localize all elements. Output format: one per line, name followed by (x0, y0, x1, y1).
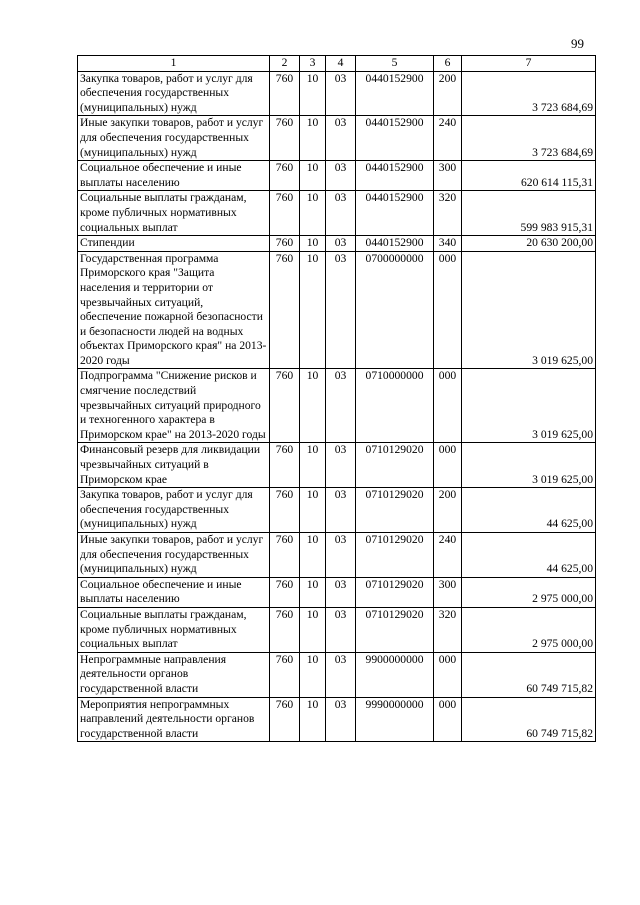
table-header-row (78, 56, 596, 72)
row-code-cell: 760 (270, 251, 300, 369)
row-expense-type-cell: 000 (434, 251, 462, 369)
header-cell: 6 (434, 56, 462, 72)
row-code-cell: 760 (270, 161, 300, 191)
row-target-article-cell: 0440152900 (356, 236, 434, 252)
row-target-article-cell: 0710129020 (356, 488, 434, 533)
row-target-article-cell: 9900000000 (356, 652, 434, 697)
table-row (78, 443, 596, 488)
row-target-article-cell: 0710000000 (356, 369, 434, 443)
row-target-article-cell: 0700000000 (356, 251, 434, 369)
row-expense-type-cell: 240 (434, 116, 462, 161)
row-code-cell: 760 (270, 697, 300, 742)
row-expense-type-cell: 340 (434, 236, 462, 252)
row-name-cell: Непрограммные направления деятельности органов государственной власти (78, 652, 270, 697)
table-row (78, 652, 596, 697)
row-expense-type-cell: 200 (434, 488, 462, 533)
row-expense-type-cell: 320 (434, 607, 462, 652)
row-section-cell: 10 (300, 577, 326, 607)
row-subsection-cell: 03 (326, 161, 356, 191)
row-amount-cell: 3 723 684,69 (462, 71, 596, 116)
row-section-cell: 10 (300, 161, 326, 191)
row-name-cell: Закупка товаров, работ и услуг для обеспечения государственных (муниципальных) нужд (78, 488, 270, 533)
row-name-cell: Социальное обеспечение и иные выплаты населению (78, 577, 270, 607)
row-expense-type-cell: 000 (434, 652, 462, 697)
row-section-cell: 10 (300, 488, 326, 533)
row-section-cell: 10 (300, 533, 326, 578)
row-subsection-cell: 03 (326, 71, 356, 116)
row-name-cell: Мероприятия непрограммных направлений деятельности органов государственной власти (78, 697, 270, 742)
row-amount-cell: 2 975 000,00 (462, 607, 596, 652)
row-code-cell: 760 (270, 652, 300, 697)
row-target-article-cell: 0710129020 (356, 577, 434, 607)
row-code-cell: 760 (270, 443, 300, 488)
row-amount-cell: 20 630 200,00 (462, 236, 596, 252)
row-code-cell: 760 (270, 577, 300, 607)
header-cell: 2 (270, 56, 300, 72)
row-amount-cell: 3 019 625,00 (462, 251, 596, 369)
row-subsection-cell: 03 (326, 191, 356, 236)
row-name-cell: Социальные выплаты гражданам, кроме публичных нормативных социальных выплат (78, 191, 270, 236)
row-target-article-cell: 0440152900 (356, 116, 434, 161)
row-section-cell: 10 (300, 443, 326, 488)
row-expense-type-cell: 320 (434, 191, 462, 236)
row-target-article-cell: 0710129020 (356, 533, 434, 578)
row-name-cell: Социальное обеспечение и иные выплаты населению (78, 161, 270, 191)
row-subsection-cell: 03 (326, 577, 356, 607)
row-expense-type-cell: 300 (434, 577, 462, 607)
row-subsection-cell: 03 (326, 369, 356, 443)
row-amount-cell: 44 625,00 (462, 488, 596, 533)
table-row (78, 191, 596, 236)
row-section-cell: 10 (300, 236, 326, 252)
row-subsection-cell: 03 (326, 533, 356, 578)
row-target-article-cell: 0710129020 (356, 607, 434, 652)
row-amount-cell: 60 749 715,82 (462, 697, 596, 742)
row-name-cell: Стипендии (78, 236, 270, 252)
header-cell: 7 (462, 56, 596, 72)
row-target-article-cell: 0440152900 (356, 191, 434, 236)
row-amount-cell: 3 723 684,69 (462, 116, 596, 161)
row-expense-type-cell: 300 (434, 161, 462, 191)
row-section-cell: 10 (300, 116, 326, 161)
row-code-cell: 760 (270, 488, 300, 533)
row-code-cell: 760 (270, 607, 300, 652)
row-amount-cell: 60 749 715,82 (462, 652, 596, 697)
row-amount-cell: 3 019 625,00 (462, 443, 596, 488)
row-code-cell: 760 (270, 71, 300, 116)
row-subsection-cell: 03 (326, 236, 356, 252)
row-target-article-cell: 0440152900 (356, 71, 434, 116)
row-section-cell: 10 (300, 697, 326, 742)
table-row (78, 251, 596, 369)
row-code-cell: 760 (270, 116, 300, 161)
table-row (78, 236, 596, 252)
row-subsection-cell: 03 (326, 443, 356, 488)
row-code-cell: 760 (270, 236, 300, 252)
table-row (78, 697, 596, 742)
row-section-cell: 10 (300, 71, 326, 116)
row-section-cell: 10 (300, 191, 326, 236)
row-subsection-cell: 03 (326, 251, 356, 369)
header-cell: 1 (78, 56, 270, 72)
row-target-article-cell: 9990000000 (356, 697, 434, 742)
table-row (78, 607, 596, 652)
header-cell: 3 (300, 56, 326, 72)
row-section-cell: 10 (300, 369, 326, 443)
table-row (78, 369, 596, 443)
row-subsection-cell: 03 (326, 488, 356, 533)
row-amount-cell: 3 019 625,00 (462, 369, 596, 443)
row-code-cell: 760 (270, 533, 300, 578)
row-amount-cell: 2 975 000,00 (462, 577, 596, 607)
row-name-cell: Закупка товаров, работ и услуг для обеспечения государственных (муниципальных) нужд (78, 71, 270, 116)
page-number: 99 (571, 36, 584, 51)
row-name-cell: Государственная программа Приморского края "Защита населения и территории от чрезвычайных ситуаций, обеспечение пожарной безопасности и безопасности людей на водных объектах Приморского края" на 2013-2020 годы (78, 251, 270, 369)
budget-table (77, 55, 596, 742)
row-code-cell: 760 (270, 369, 300, 443)
table-row (78, 488, 596, 533)
row-expense-type-cell: 000 (434, 369, 462, 443)
row-expense-type-cell: 000 (434, 697, 462, 742)
row-name-cell: Иные закупки товаров, работ и услуг для обеспечения государственных (муниципальных) нужд (78, 116, 270, 161)
row-target-article-cell: 0440152900 (356, 161, 434, 191)
header-cell: 4 (326, 56, 356, 72)
row-expense-type-cell: 000 (434, 443, 462, 488)
row-target-article-cell: 0710129020 (356, 443, 434, 488)
row-amount-cell: 620 614 115,31 (462, 161, 596, 191)
table-row (78, 71, 596, 116)
row-subsection-cell: 03 (326, 697, 356, 742)
row-subsection-cell: 03 (326, 607, 356, 652)
row-section-cell: 10 (300, 251, 326, 369)
row-code-cell: 760 (270, 191, 300, 236)
row-subsection-cell: 03 (326, 652, 356, 697)
row-expense-type-cell: 240 (434, 533, 462, 578)
row-name-cell: Финансовый резерв для ликвидации чрезвычайных ситуаций в Приморском крае (78, 443, 270, 488)
row-section-cell: 10 (300, 607, 326, 652)
header-cell: 5 (356, 56, 434, 72)
row-section-cell: 10 (300, 652, 326, 697)
table-row (78, 577, 596, 607)
row-amount-cell: 599 983 915,31 (462, 191, 596, 236)
row-name-cell: Иные закупки товаров, работ и услуг для обеспечения государственных (муниципальных) нужд (78, 533, 270, 578)
row-name-cell: Социальные выплаты гражданам, кроме публичных нормативных социальных выплат (78, 607, 270, 652)
row-expense-type-cell: 200 (434, 71, 462, 116)
row-subsection-cell: 03 (326, 116, 356, 161)
row-name-cell: Подпрограмма "Снижение рисков и смягчение последствий чрезвычайных ситуаций природного и техногенного характера в Приморском крае" на 2013-2020 годы (78, 369, 270, 443)
row-amount-cell: 44 625,00 (462, 533, 596, 578)
table-row (78, 116, 596, 161)
table-row (78, 161, 596, 191)
table-row (78, 533, 596, 578)
